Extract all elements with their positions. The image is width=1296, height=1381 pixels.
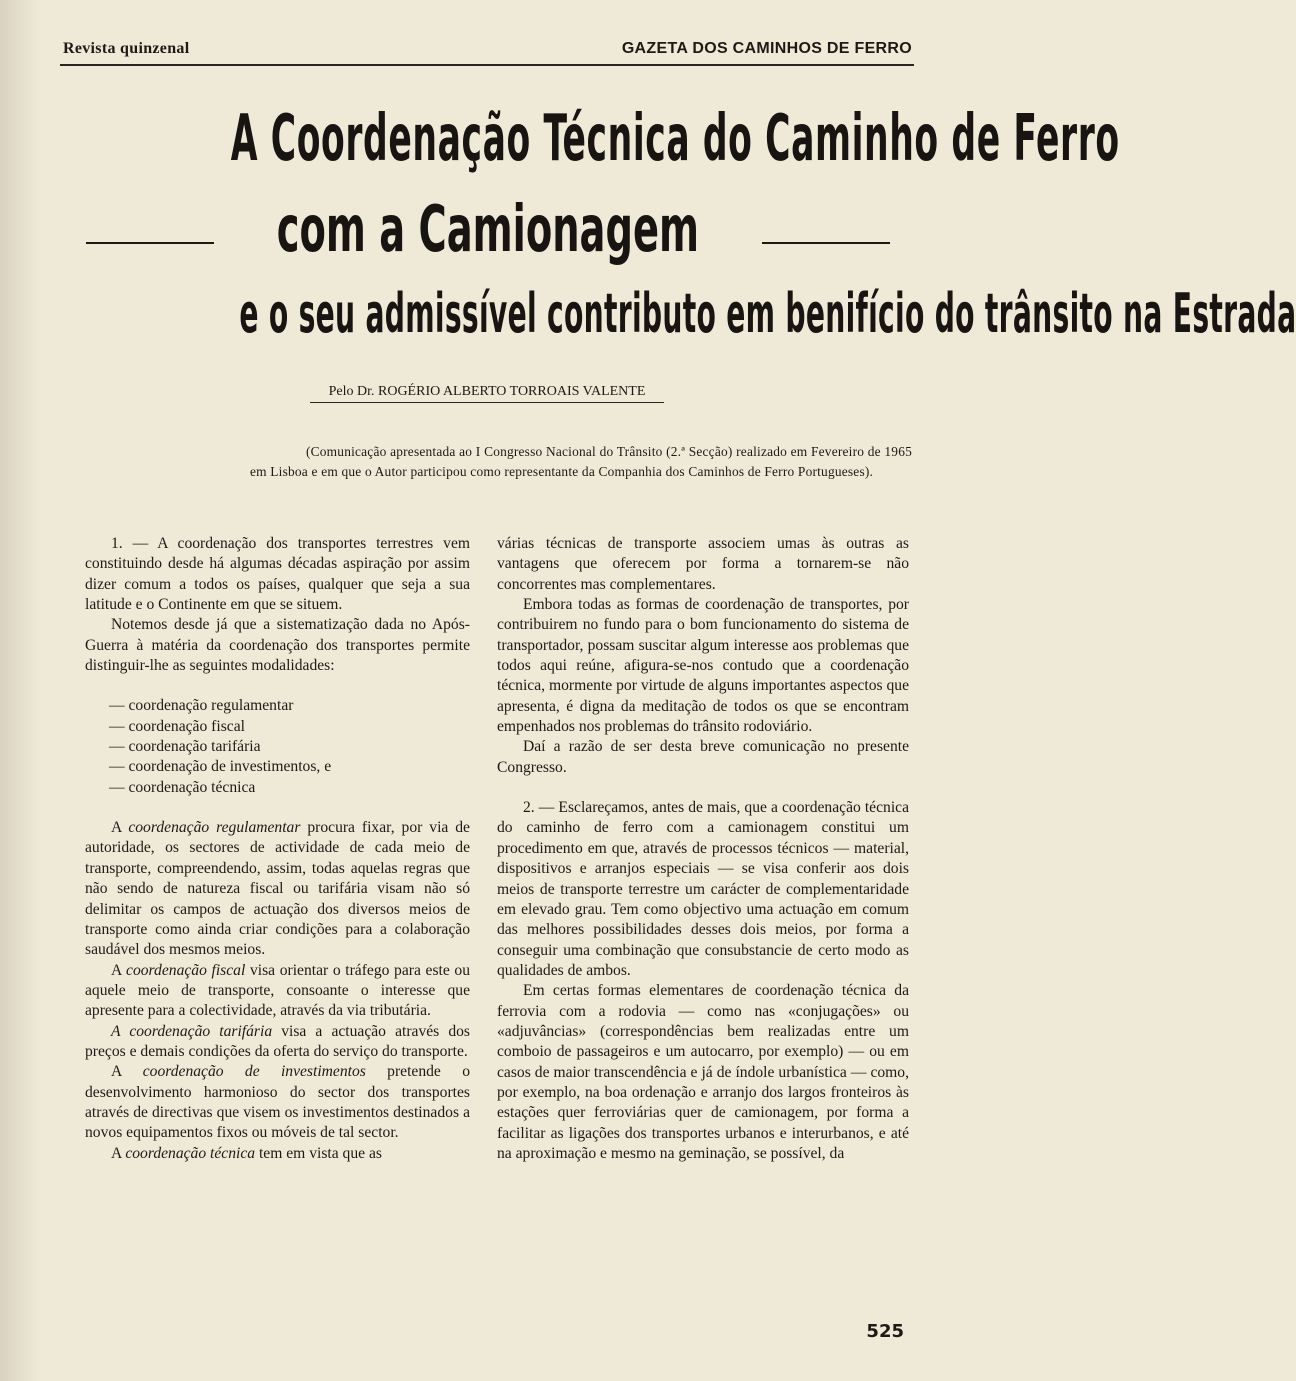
header-right: GAZETA DOS CAMINHOS DE FERRO bbox=[621, 40, 912, 57]
left-paragraph-6 bbox=[85, 1062, 470, 1143]
title-line-3: e o seu admissível contributo em benifício do trânsito na Estrada bbox=[239, 282, 1296, 345]
left-paragraph-3 bbox=[85, 818, 470, 960]
left-paragraph-1: 1. — A coordenação dos transportes terrestres vem constituindo desde há algumas décadas aspiração por assim dizer comum a todos os países, qualquer que seja a sua latitude e o Continente em que se situem. bbox=[85, 535, 470, 614]
title-line-2-row bbox=[86, 190, 890, 270]
term-tecnica: coordenação técnica bbox=[125, 1144, 256, 1162]
title-rule-left bbox=[86, 242, 214, 244]
article: A bbox=[111, 1144, 126, 1162]
author-byline: Pelo Dr. ROGÉRIO ALBERTO TORROAIS VALENTE bbox=[310, 384, 664, 403]
left-column bbox=[85, 534, 470, 1164]
list-item: — coordenação regulamentar bbox=[109, 697, 294, 715]
term-regulamentar: coordenação regulamentar bbox=[128, 819, 301, 837]
header-left: Revista quinzenal bbox=[63, 40, 190, 57]
paragraph-text: visa a actuação através dos preços e demais condições da oferta do serviço do transporte. bbox=[85, 1022, 470, 1060]
page-number: 525 bbox=[866, 1321, 904, 1342]
right-paragraph-3: Daí a razão de ser desta breve comunicação no presente Congresso. bbox=[497, 738, 909, 776]
left-paragraph-7 bbox=[85, 1144, 470, 1164]
paragraph-text: procura fixar, por via de autoridade, os sectores de actividade de cada meio de transporte, compreendendo, assim, todas aquelas regras que não sendo de natureza fiscal ou tarifária visam não só delimitar os campos de actuação dos diversos meios de transporte como ainda criar condições para a colaboração saudável dos mesmos meios. bbox=[85, 819, 470, 959]
term-tarifaria: A coordenação tarifária bbox=[111, 1022, 273, 1040]
header-rule bbox=[60, 64, 914, 66]
title-line-2: com a Camionagem bbox=[276, 193, 700, 267]
list-item: — coordenação técnica bbox=[109, 778, 256, 796]
right-paragraph-5: Em certas formas elementares de coordenação técnica da ferrovia com a rodovia — como nas «conjugações» ou «adjuvâncias» (correspondências bem realizadas entre um comboio de passageiros e um autocarro, por exemplo) — ou em casos de maior transcendência e já de índole urbanística — como, por exemplo, na boa ordenação e arranjo dos largos fronteiros às estações quer ferroviárias quer de camionagem, por forma a facilitar as ligações dos transportes urbanos e interurbanos, e até na aproximação e mesmo na geminação, se possível, da bbox=[497, 982, 909, 1162]
paragraph-text: tem em vista que as bbox=[255, 1144, 382, 1162]
article: A bbox=[111, 1063, 143, 1081]
term-investimentos: coordenação de investimentos bbox=[142, 1063, 366, 1081]
list-item: — coordenação de investimentos, e bbox=[109, 758, 332, 776]
right-paragraph-1: várias técnicas de transporte associem umas às outras as vantagens que oferecem por forma a tornarem-se não concorrentes mas complementares. bbox=[497, 535, 909, 593]
title-rule-right bbox=[762, 242, 890, 244]
list-item: — coordenação fiscal bbox=[109, 717, 245, 735]
right-column bbox=[497, 534, 909, 1164]
title-line-1: A Coordenação Técnica do Caminho de Ferro bbox=[230, 102, 1120, 176]
article: A bbox=[111, 819, 129, 837]
right-paragraph-4: 2. — Esclareçamos, antes de mais, que a coordenação técnica do caminho de ferro com a camionagem constitui um procedimento em que, através de processos técnicos — material, dispositivos e arranjos especiais — se visa conferir aos dois meios de transporte terrestre um carácter de complementaridade em elevado grau. Tem como objectivo uma actuação em comum das melhores possibilidades desses dois meios, por forma a conseguir uma combinação que consubstancie de certo modo as qualidades de ambos. bbox=[497, 799, 909, 979]
left-paragraph-2: Notemos desde já que a sistematização dada no Após-Guerra à matéria da coordenação dos transportes permite distinguir-lhe as seguintes modalidades: bbox=[85, 616, 470, 675]
list-item: — coordenação tarifária bbox=[109, 738, 261, 756]
right-paragraph-2: Embora todas as formas de coordenação de transportes, por contribuirem no fundo para o bom funcionamento do sistema de transportador, possam suscitar algum interesse aos problemas que todos aqui reúne, afigura-se-nos contudo que a coordenação técnica, mormente por virtude de alguns importantes aspectos que apresenta, é digna da meditação de todos os que se encontram empenhados nos problemas do trânsito rodoviário. bbox=[497, 596, 909, 736]
term-fiscal: coordenação fiscal bbox=[126, 961, 246, 979]
left-paragraph-5 bbox=[85, 1022, 470, 1063]
modalities-list bbox=[85, 696, 470, 798]
running-header bbox=[63, 40, 912, 58]
paragraph-text: visa orientar o tráfego para este ou aquele meio de transporte, consoante o interesse que apresente para a colectividade, através da via tributária. bbox=[85, 961, 471, 1020]
paragraph-text: pretende o desenvolvimento harmonioso do sector dos transportes através de directivas que visem os investimentos destinados a novos equipamentos fixos ou móveis de tal sector. bbox=[85, 1063, 470, 1142]
article: A bbox=[111, 961, 127, 979]
left-paragraph-4 bbox=[85, 961, 470, 1022]
communication-note: (Comunicação apresentada ao I Congresso Nacional do Trânsito (2.ª Secção) realizado em Fevereiro de 1965 em Lisboa e em que o Autor participou como representante da Companhia dos Caminhos de Ferro Portugueses). bbox=[250, 444, 912, 479]
binding-shadow bbox=[0, 0, 40, 1381]
